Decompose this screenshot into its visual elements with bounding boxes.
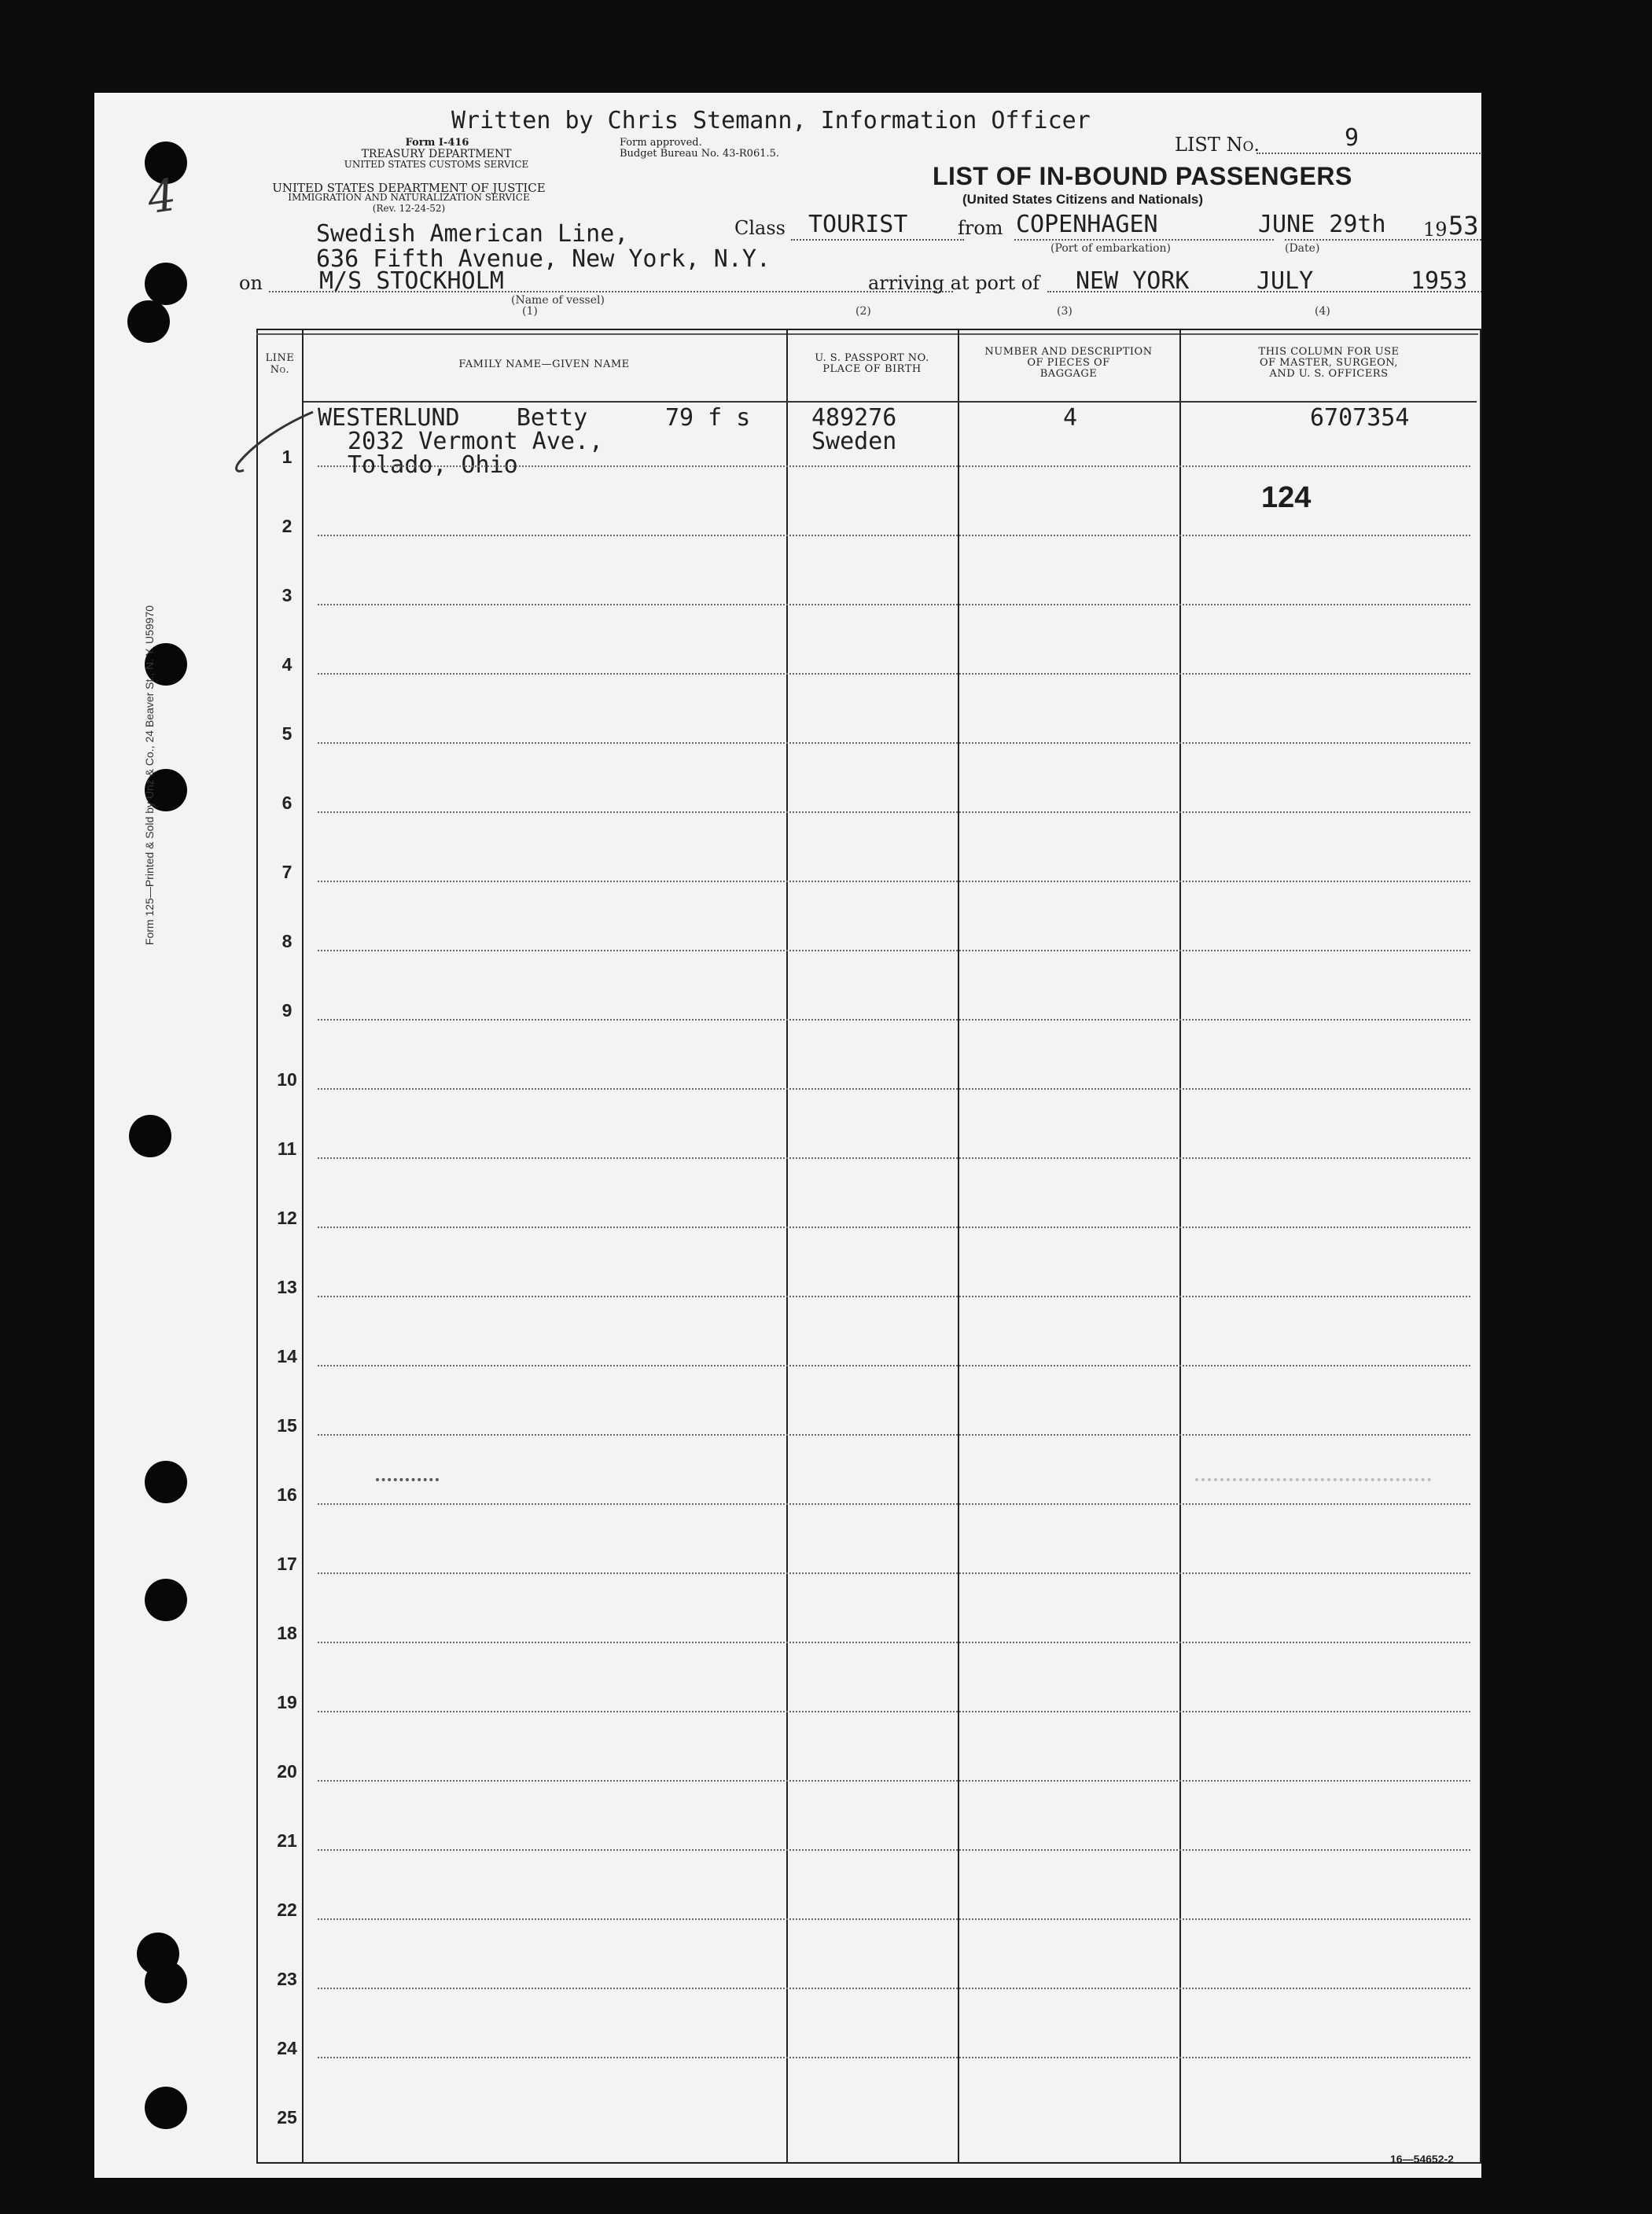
line-number: 1	[281, 447, 293, 467]
header-officers-1: THIS COLUMN FOR USE	[1258, 346, 1400, 358]
row-dotted-line	[318, 2057, 1470, 2058]
line-number: 11	[277, 1138, 297, 1159]
table-row	[258, 404, 1477, 473]
table-row	[258, 888, 1477, 958]
table-row	[258, 612, 1477, 681]
from-label: from	[958, 217, 1003, 239]
vessel-value: M/S STOCKHOLM	[319, 267, 504, 295]
table-row	[258, 1926, 1477, 1995]
line-number: 24	[277, 2038, 297, 2058]
table-row	[258, 2065, 1477, 2134]
row-dotted-line	[318, 1019, 1470, 1021]
arrival-port: NEW YORK	[1076, 267, 1190, 295]
passenger-address-2: Tolado, Ohio	[348, 451, 518, 479]
customs-service: UNITED STATES CUSTOMS SERVICE	[344, 159, 529, 170]
col-number-3: (3)	[1057, 305, 1073, 318]
line-number: 18	[277, 1623, 297, 1643]
col-number-4: (4)	[1315, 305, 1330, 318]
list-subtitle: (United States Citizens and Nationals)	[962, 192, 1204, 207]
row-dotted-line	[318, 465, 1470, 467]
vessel-caption: (Name of vessel)	[511, 294, 605, 307]
table-row	[258, 1788, 1477, 1857]
col-number-1: (1)	[522, 305, 538, 318]
line-number: 13	[277, 1277, 297, 1297]
arrival-year: 1953	[1411, 267, 1468, 295]
passenger-age-sex: 79 f s	[665, 404, 751, 432]
row-dotted-line	[318, 811, 1470, 813]
line-number: 5	[281, 723, 293, 744]
form-approved: Form approved.	[620, 137, 702, 149]
year-prefix: 19	[1423, 219, 1448, 241]
list-no-line	[1256, 153, 1481, 154]
table-row	[258, 1442, 1477, 1511]
table-row	[258, 1234, 1477, 1304]
row-dotted-line	[318, 1918, 1470, 1920]
written-by-line: Written by Chris Stemann, Information Officer	[451, 107, 1091, 134]
table-row	[258, 1649, 1477, 1719]
form-number: Form I-416	[405, 137, 469, 149]
year-value: 53	[1448, 211, 1479, 241]
punch-hole	[145, 2087, 187, 2129]
line-number: 7	[281, 862, 293, 882]
punch-hole	[129, 1115, 171, 1157]
line-number: 21	[277, 1830, 297, 1851]
row-dotted-line	[318, 881, 1470, 882]
row-dotted-line	[318, 1572, 1470, 1574]
table-row	[258, 819, 1477, 888]
col-number-2: (2)	[855, 305, 871, 318]
table-row	[258, 750, 1477, 819]
class-line	[791, 239, 964, 241]
punch-hole	[127, 300, 170, 343]
row-dotted-line	[318, 1365, 1470, 1366]
line-number: 23	[277, 1969, 297, 1989]
line-number: 6	[281, 793, 293, 813]
passport-number: 489276	[811, 404, 897, 432]
header-baggage-3: BAGGAGE	[1039, 368, 1098, 380]
margin-mark: 4	[144, 169, 179, 225]
row-dotted-line	[318, 950, 1470, 951]
treasury-department: TREASURY DEPARTMENT	[361, 148, 512, 160]
row-dotted-line	[318, 1157, 1470, 1159]
birthplace: Sweden	[811, 428, 897, 455]
line-number: 10	[277, 1069, 297, 1090]
header-baggage-2: OF PIECES OF	[1027, 357, 1110, 369]
line-number: 22	[277, 1900, 297, 1920]
from-line	[1014, 239, 1274, 241]
punch-hole	[145, 1461, 187, 1503]
date-caption: (Date)	[1285, 242, 1320, 255]
line-number: 14	[277, 1346, 297, 1366]
header-name: FAMILY NAME—GIVEN NAME	[458, 359, 630, 370]
row-dotted-line	[318, 742, 1470, 744]
header-line-no: LINE No.	[265, 352, 295, 376]
header-officers-2: OF MASTER, SURGEON,	[1260, 357, 1398, 369]
baggage-count: 4	[1063, 404, 1078, 432]
line-number: 2	[281, 516, 293, 536]
department-of-justice: UNITED STATES DEPARTMENT OF JUSTICE	[272, 181, 546, 195]
line-number: 3	[281, 585, 293, 605]
table-row	[258, 1580, 1477, 1649]
table-row	[258, 1995, 1477, 2065]
row-dotted-line	[318, 1849, 1470, 1851]
passenger-name: WESTERLUND Betty	[318, 404, 588, 432]
row-dotted-line	[318, 1503, 1470, 1505]
arriving-label: arriving at port of	[868, 272, 1040, 294]
row-dotted-line	[318, 604, 1470, 605]
punch-hole	[145, 263, 187, 305]
from-value: COPENHAGEN	[1016, 211, 1158, 238]
table-row	[258, 681, 1477, 750]
line-number: 25	[277, 2107, 297, 2128]
row-dotted-line	[318, 673, 1470, 675]
punch-hole	[145, 1961, 187, 2003]
header-passport-1: U. S. PASSPORT NO.	[815, 352, 929, 364]
table-row	[258, 1165, 1477, 1234]
line-number: 20	[277, 1761, 297, 1782]
class-value: TOURIST	[808, 211, 908, 238]
printer-side-text: Form 125—Printed & Sold by Unz & Co., 24 Beaver St., N. Y. U59970	[143, 605, 156, 946]
table-row	[258, 473, 1477, 542]
header-officers-3: AND U. S. OFFICERS	[1269, 368, 1389, 380]
list-title: LIST OF IN-BOUND PASSENGERS	[933, 162, 1352, 190]
table-row	[258, 1511, 1477, 1580]
row-dotted-line	[318, 1296, 1470, 1297]
row-dotted-line	[318, 1711, 1470, 1712]
table-row	[258, 1027, 1477, 1096]
line-number: 9	[281, 1000, 293, 1021]
table-row	[258, 1304, 1477, 1373]
budget-bureau-no: Budget Bureau No. 43-R061.5.	[620, 148, 780, 160]
header-baggage-1: NUMBER AND DESCRIPTION	[984, 346, 1153, 358]
line-number: 19	[277, 1692, 297, 1712]
line-number: 16	[277, 1484, 297, 1505]
punch-hole	[145, 1579, 187, 1621]
row-dotted-line	[318, 1988, 1470, 1989]
row-dotted-line	[318, 535, 1470, 536]
shipping-line-name: Swedish American Line,	[316, 220, 629, 248]
table-row	[258, 542, 1477, 612]
table-row	[258, 1096, 1477, 1165]
line-number: 17	[277, 1554, 297, 1574]
row-dotted-line	[318, 1780, 1470, 1782]
revision-date: (Rev. 12-24-52)	[372, 203, 446, 214]
line-number: 8	[281, 931, 293, 951]
arrival-month: JULY	[1256, 267, 1314, 295]
header-passport-2: PLACE OF BIRTH	[822, 363, 922, 375]
row-dotted-line	[318, 1434, 1470, 1436]
line-number: 12	[277, 1208, 297, 1228]
shipping-line-address: 636 Fifth Avenue, New York, N.Y.	[316, 245, 771, 273]
row-dotted-line	[318, 1227, 1470, 1228]
port-caption: (Port of embarkation)	[1050, 242, 1171, 255]
stamp-number: 124	[1261, 481, 1312, 514]
line-number: 15	[277, 1415, 297, 1436]
table-row	[258, 1719, 1477, 1788]
list-no-label: LIST No.	[1175, 134, 1260, 156]
document-page	[94, 93, 1481, 2178]
row-dotted-line	[318, 1088, 1470, 1090]
passenger-address-1: 2032 Vermont Ave.,	[348, 428, 604, 455]
date-value: JUNE 29th	[1258, 211, 1386, 238]
class-label: Class	[734, 217, 786, 239]
footer-code: 16—54652-2	[1390, 2153, 1454, 2165]
line-number: 4	[281, 654, 293, 675]
on-label: on	[239, 272, 263, 294]
row-dotted-line	[318, 1642, 1470, 1643]
table-row	[258, 1373, 1477, 1442]
table-row	[258, 958, 1477, 1027]
immigration-service: IMMIGRATION AND NATURALIZATION SERVICE	[288, 192, 530, 203]
officer-number: 6707354	[1310, 404, 1410, 432]
table-row	[258, 1857, 1477, 1926]
list-no-value: 9	[1345, 124, 1359, 152]
